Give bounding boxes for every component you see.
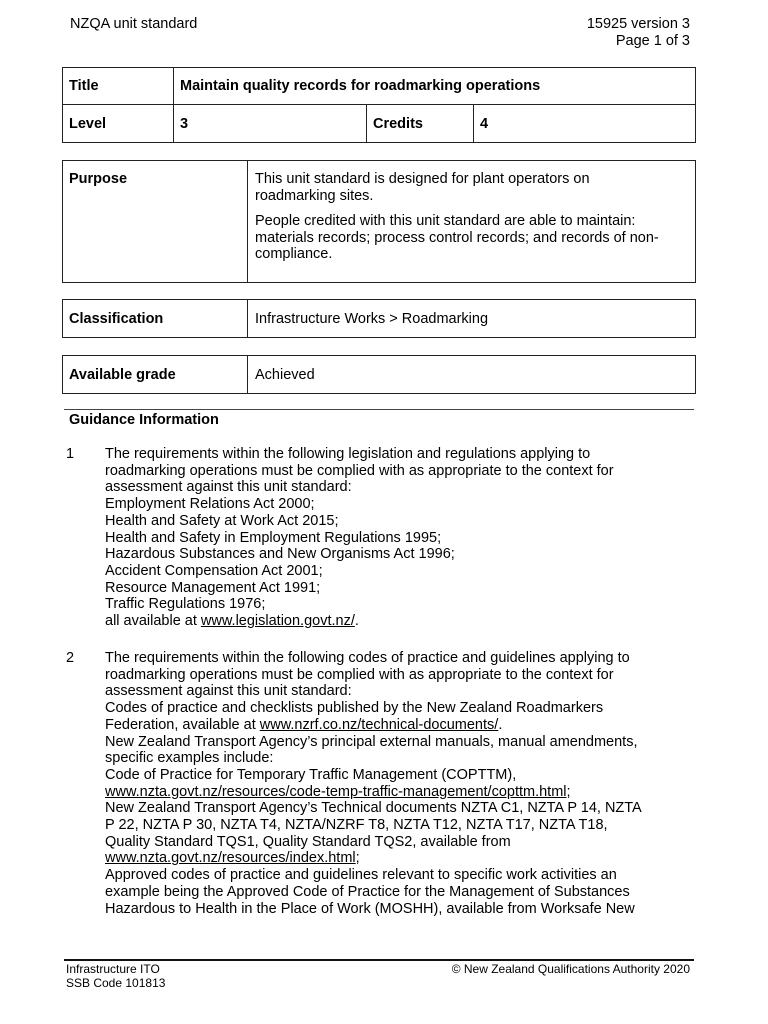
footer-org: Infrastructure ITO [66,962,160,976]
guidance-heading: Guidance Information [69,412,219,428]
level-label: Level [63,105,174,143]
footer-copyright: © New Zealand Qualifications Authority 2020 [451,962,690,976]
version-label: 15925 version 3 [586,16,690,32]
document-type: NZQA unit standard [70,16,198,32]
purpose-paragraph-1: This unit standard is designed for plant operators on roadmarking sites. [255,171,590,204]
purpose-label: Purpose [63,161,248,283]
nzrf-link[interactable]: www.nzrf.co.nz/technical-documents/ [259,716,499,733]
item-body: The requirements within the following legislation and regulations applying to roadmarking operations must be complied with as appropriate to the context for assessment against this unit standard: Employment Relations Act 2000; Health and Safety at Work Act 2015; Health and Safety in Employment Regulations 1995; Hazardous Substances and New Organisms Act 1996; Accident Compensation Act 2001; Resource Management Act 1991; Traffic Regulations 1976; all available at www.legislation.govt.nz/. [105,446,614,630]
credits-label: Credits [367,105,474,143]
guidance-rule [64,409,694,410]
item-number: 1 [66,446,75,462]
purpose-table [62,160,696,283]
footer-rule [64,959,694,961]
level-value: 3 [174,105,367,143]
title-value: Maintain quality records for roadmarking operations [174,68,696,105]
classification-table [62,299,696,338]
footer-ssb-code: SSB Code 101813 [66,976,166,990]
copttm-link[interactable]: www.nzta.govt.nz/resources/code-temp-traffic-management/copttm.html [105,783,567,800]
available-grade-label: Available grade [63,356,248,394]
nzta-index-link[interactable]: www.nzta.govt.nz/resources/index.html [105,850,356,867]
item-number: 2 [66,650,75,666]
title-table [62,67,696,143]
purpose-paragraph-2: People credited with this unit standard are able to maintain: materials records; process control records; and records of non- compliance. [255,213,659,262]
legislation-link[interactable]: www.legislation.govt.nz/ [200,613,355,630]
item-body: The requirements within the following codes of practice and guidelines applying to roadmarking operations must be complied with as appropriate to the context for assessment against this unit standard: Codes of practice and checklists published by the New Zealand Roadmarkers Federation, available at www.nzrf.co.nz/technical-documents/. New Zealand Transport Agency’s principal external manuals, manual amendments, specific examples include: Code of Practice for Temporary Traffic Management (COPTTM), www.nzta.govt.nz/resources/code-temp-traffic-management/copttm.html; New Zealand Transport Agency’s Technical documents NZTA C1, NZTA P 14, NZTA P 22, NZTA P 30, NZTA T4, NZTA/NZRF T8, NZTA T12, NZTA T17, NZTA T18, Quality Standard TQS1, Quality Standard TQS2, available from www.nzta.govt.nz/resources/index.html; Approved codes of practice and guidelines relevant to specific work activities an example being the Approved Code of Practice for the Management of Substances Hazardous to Health in the Place of Work (MOSHH), available from Worksafe New [105,650,642,917]
classification-value: Infrastructure Works > Roadmarking [248,300,696,338]
available-grade-value: Achieved [248,356,696,394]
available-grade-table [62,355,696,394]
purpose-text [248,161,696,283]
credits-value: 4 [474,105,696,143]
page-number: Page 1 of 3 [615,33,690,49]
classification-label: Classification [63,300,248,338]
title-label: Title [63,68,174,105]
